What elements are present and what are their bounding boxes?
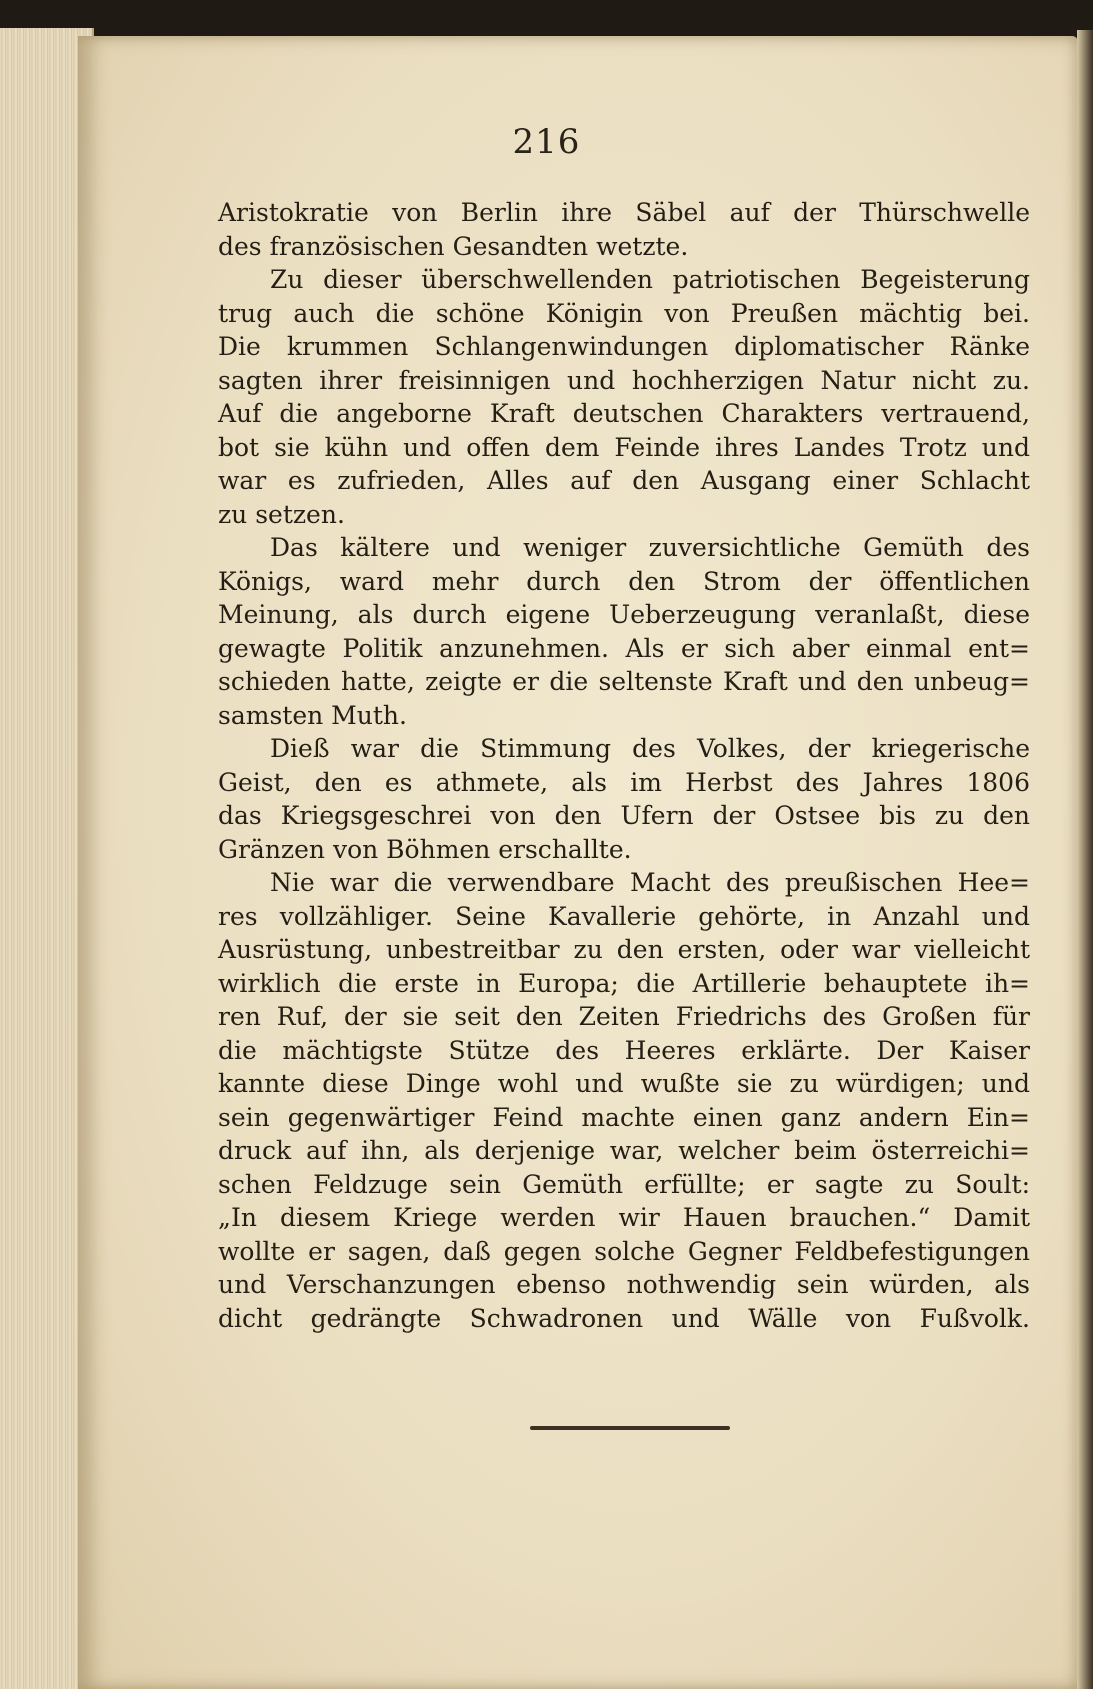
text-line: sein gegenwärtiger Feind machte einen ganz andern Ein= — [218, 1102, 1030, 1132]
text-line: schieden hatte, zeigte er die seltenste Kraft und den unbeug= — [218, 667, 1030, 696]
section-end-rule — [530, 1426, 730, 1430]
text-line: gewagte Politik anzunehmen. Als er sich aber einmal ent= — [218, 633, 1030, 663]
text-line: schen Feldzuge sein Gemüth erfüllte; er sagte zu Soult: — [218, 1169, 1030, 1199]
text-line: samsten Muth. — [218, 700, 407, 730]
text-line: kannte diese Dinge wohl und wußte sie zu würdigen; und — [218, 1069, 1030, 1098]
text-line: Auf die angeborne Kraft deutschen Charakters vertrauend, — [218, 399, 1030, 428]
text-line: die mächtigste Stütze des Heeres erklärte. Der Kaiser — [218, 1035, 1030, 1065]
book-binding-edge — [1077, 30, 1093, 1689]
text-line: Gränzen von Böhmen erschallte. — [218, 834, 632, 864]
text-line: „In diesem Kriege werden wir Hauen brauchen.“ Damit — [218, 1203, 1030, 1232]
text-line: war es zufrieden, Alles auf den Ausgang einer Schlacht — [218, 466, 1030, 495]
text-line: druck auf ihn, als derjenige war, welcher beim österreichi= — [218, 1136, 1030, 1165]
text-line: Das kältere und weniger zuversichtliche Gemüth des — [270, 533, 1030, 562]
text-line: Nie war die verwendbare Macht des preußischen Hee= — [270, 868, 1030, 897]
text-line: Zu dieser überschwellenden patriotischen Begeisterung — [270, 265, 1030, 294]
text-line: wirklich die erste in Europa; die Artillerie behauptete ih= — [218, 968, 1030, 998]
body-text — [218, 196, 1030, 1335]
text-line: das Kriegsgeschrei von den Ufern der Ostsee bis zu den — [218, 801, 1030, 830]
text-line: Meinung, als durch eigene Ueberzeugung veranlaßt, diese — [218, 600, 1030, 629]
text-line: des französischen Gesandten wetzte. — [218, 231, 689, 261]
text-line: bot sie kühn und offen dem Feinde ihres Landes Trotz und — [218, 432, 1030, 462]
text-line: trug auch die schöne Königin von Preußen mächtig bei. — [218, 298, 1030, 328]
text-line: ren Ruf, der sie seit den Zeiten Friedrichs des Großen für — [218, 1002, 1030, 1031]
text-line: Geist, den es athmete, als im Herbst des Jahres 1806 — [218, 767, 1030, 797]
text-line: zu setzen. — [218, 499, 345, 529]
text-line: Die krummen Schlangenwindungen diplomatischer Ränke — [218, 332, 1030, 361]
text-line: res vollzähliger. Seine Kavallerie gehörte, in Anzahl und — [218, 901, 1030, 931]
text-line: Dieß war die Stimmung des Volkes, der kriegerische — [270, 734, 1030, 763]
text-line: Aristokratie von Berlin ihre Säbel auf der Thürschwelle — [218, 198, 1030, 227]
text-line: Ausrüstung, unbestreitbar zu den ersten, oder war vielleicht — [218, 935, 1030, 964]
text-line: dicht gedrängte Schwadronen und Wälle von Fußvolk. — [218, 1303, 1030, 1333]
text-line: und Verschanzungen ebenso nothwendig sein würden, als — [218, 1270, 1030, 1299]
text-line: wollte er sagen, daß gegen solche Gegner Feldbefestigungen — [218, 1236, 1030, 1266]
text-line: Königs, ward mehr durch den Strom der öffentlichen — [218, 566, 1030, 596]
text-line: sagten ihrer freisinnigen und hochherzigen Natur nicht zu. — [218, 365, 1030, 395]
page-number: 216 — [512, 122, 581, 162]
